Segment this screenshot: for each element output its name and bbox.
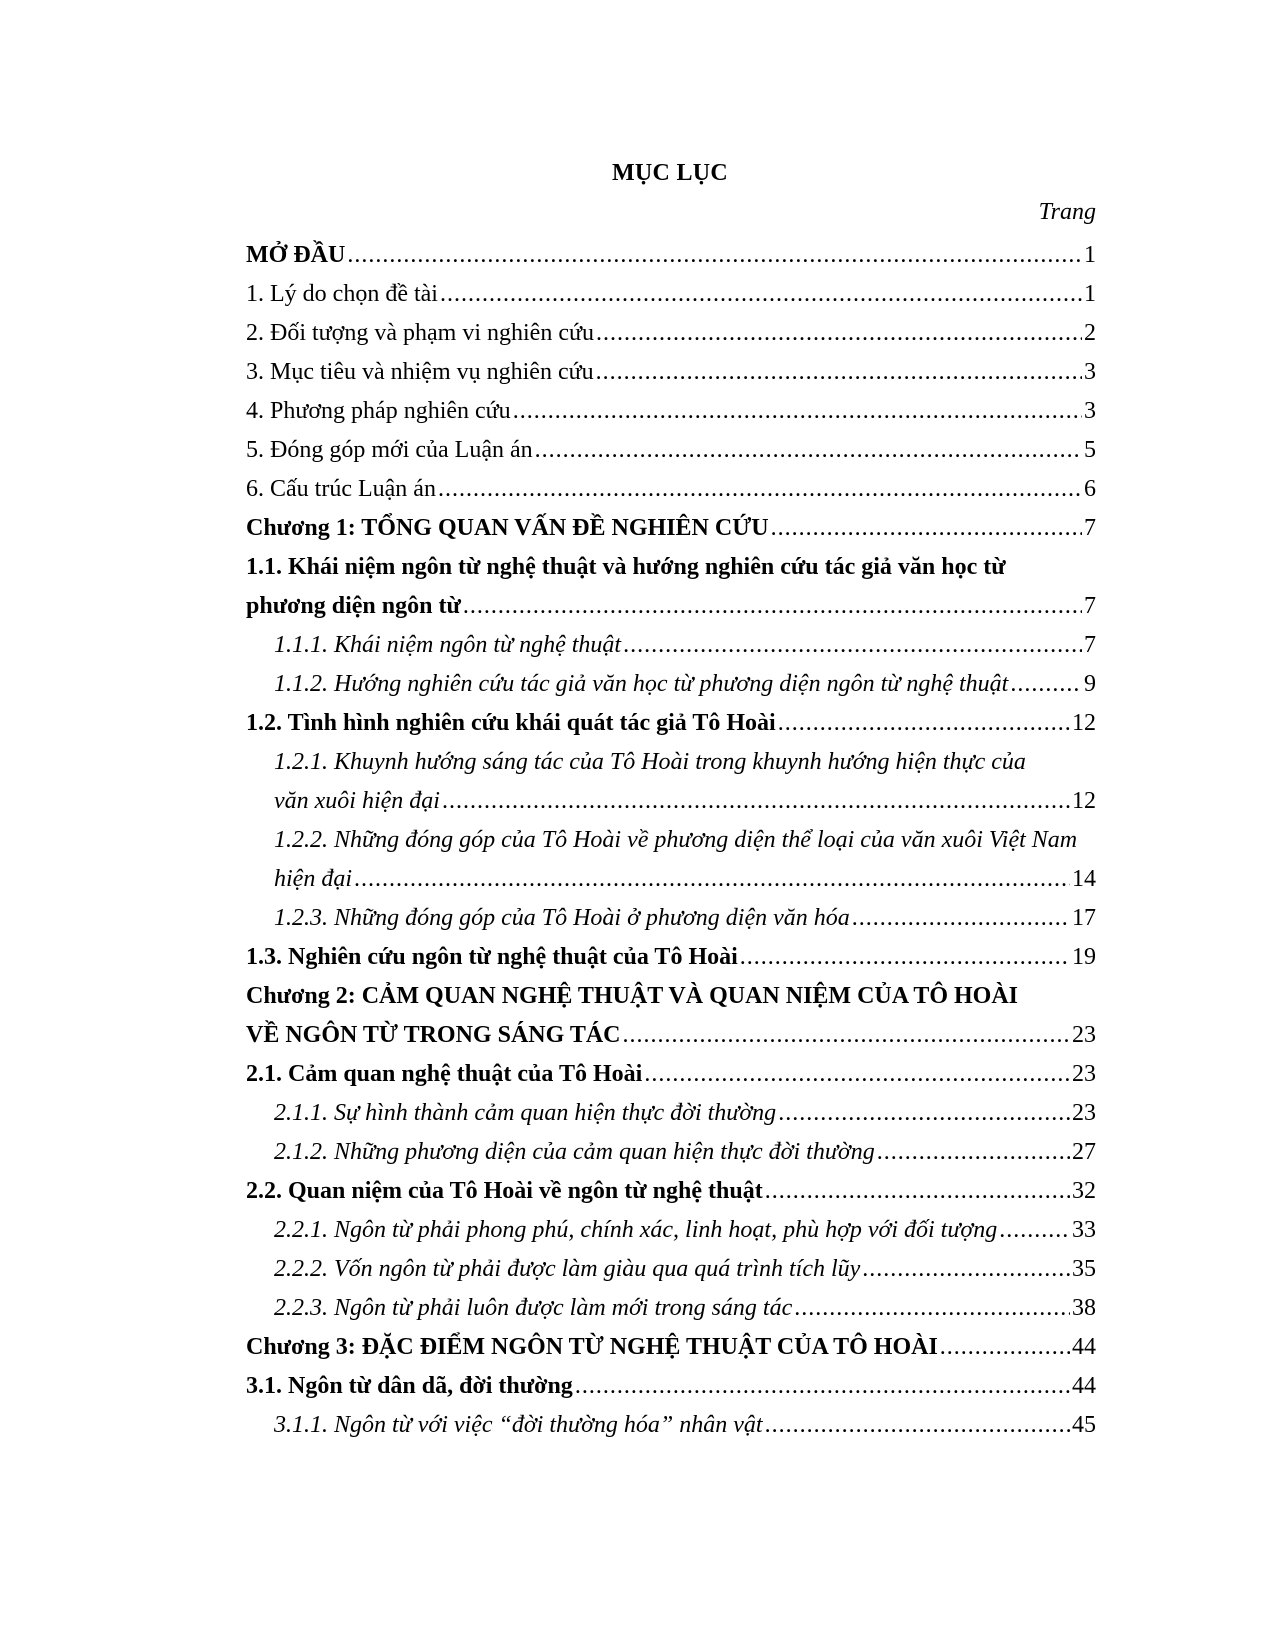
dot-leader: [442, 782, 1070, 821]
dot-leader: [596, 353, 1082, 392]
toc-entry-text: 1.1. Khái niệm ngôn từ nghệ thuật và hướng nghiên cứu tác giả văn học từ: [246, 554, 1006, 580]
toc-entry-text: 2.2.1. Ngôn từ phải phong phú, chính xác, linh hoạt, phù hợp với đối tượng: [274, 1217, 998, 1243]
page-title: MỤC LỤC: [611, 160, 729, 186]
toc-entry: [246, 392, 1096, 431]
toc-entry-text: 2.2.3. Ngôn từ phải luôn được làm mới trong sáng tác: [274, 1295, 793, 1321]
dot-leader: [535, 431, 1082, 470]
toc-page-number: 3: [1084, 359, 1096, 385]
toc-page-number: 45: [1072, 1412, 1096, 1438]
toc-page-number: 23: [1072, 1061, 1096, 1087]
toc-entry: [246, 1133, 1096, 1172]
dot-leader: [877, 1133, 1070, 1172]
toc-page-number: 19: [1072, 944, 1096, 970]
toc-entry: [246, 548, 1096, 626]
dot-leader: [623, 626, 1082, 665]
toc-entry-text: 1.2.3. Những đóng góp của Tô Hoài ở phương diện văn hóa: [274, 905, 850, 931]
dot-leader: [852, 899, 1070, 938]
toc-page-number: 1: [1084, 242, 1096, 268]
dot-leader: [575, 1367, 1070, 1406]
toc-entry-text: 5. Đóng góp mới của Luận án: [246, 437, 533, 463]
toc-entry: [246, 899, 1096, 938]
toc-page-number: 14: [1072, 866, 1096, 892]
toc-entry-text: 1.3. Nghiên cứu ngôn từ nghệ thuật của Tô Hoài: [246, 944, 738, 970]
dot-leader: [513, 392, 1082, 431]
toc-page-number: 1: [1084, 281, 1096, 307]
dot-leader: [778, 1094, 1070, 1133]
toc-entry-text: Chương 1: TỔNG QUAN VẤN ĐỀ NGHIÊN CỨU: [246, 515, 769, 541]
toc-page-number: 17: [1072, 905, 1096, 931]
dot-leader: [794, 1289, 1070, 1328]
toc-entry: [246, 1289, 1096, 1328]
toc-page-number: 44: [1072, 1334, 1096, 1360]
toc-entry-text: 2.2. Quan niệm của Tô Hoài về ngôn từ nghệ thuật: [246, 1178, 763, 1204]
toc-entry-text: 3.1.1. Ngôn từ với việc “đời thường hóa” nhân vật: [274, 1412, 763, 1438]
toc-entry: [246, 938, 1096, 977]
toc-list: [246, 236, 1096, 1445]
toc-page-number: 32: [1072, 1178, 1096, 1204]
toc-entry: [246, 1406, 1096, 1445]
toc-entry-text: 1.1.1. Khái niệm ngôn từ nghệ thuật: [274, 632, 622, 658]
toc-page-number: 23: [1072, 1100, 1096, 1126]
toc-entry-text: hiện đại: [274, 866, 352, 892]
toc-entry-text: 1.1.2. Hướng nghiên cứu tác giả văn học từ phương diện ngôn từ nghệ thuật: [274, 671, 1009, 697]
toc-page-number: 44: [1072, 1373, 1096, 1399]
dot-leader: [463, 587, 1082, 626]
dot-leader: [771, 509, 1082, 548]
dot-leader: [862, 1250, 1070, 1289]
toc-page-number: 12: [1072, 710, 1096, 736]
toc-entry-text: văn xuôi hiện đại: [274, 788, 440, 814]
toc-entry-text: MỞ ĐẦU: [246, 242, 346, 268]
toc-entry-text: Chương 2: CẢM QUAN NGHỆ THUẬT VÀ QUAN NIỆM CỦA TÔ HOÀI: [246, 983, 1018, 1009]
toc-entry: [246, 821, 1096, 899]
toc-entry-text: Chương 3: ĐẶC ĐIỂM NGÔN TỪ NGHỆ THUẬT CỦA TÔ HOÀI: [246, 1334, 938, 1360]
toc-entry-text: 2.2.2. Vốn ngôn từ phải được làm giàu qua quá trình tích lũy: [274, 1256, 861, 1282]
toc-entry: [246, 431, 1096, 470]
dot-leader: [440, 275, 1082, 314]
toc-entry: [246, 1172, 1096, 1211]
toc-entry: [246, 1211, 1096, 1250]
toc-page-number: 2: [1084, 320, 1096, 346]
dot-leader: [940, 1328, 1070, 1367]
toc-entry: [246, 1055, 1096, 1094]
toc-entry-text: 1.2.1. Khuynh hướng sáng tác của Tô Hoài trong khuynh hướng hiện thực của: [274, 749, 1026, 775]
toc-entry: [246, 314, 1096, 353]
dot-leader: [347, 236, 1082, 275]
toc-entry: [246, 977, 1096, 1055]
toc-entry: [246, 1367, 1096, 1406]
toc-entry-text: 1.2.2. Những đóng góp của Tô Hoài về phương diện thể loại của văn xuôi Việt Nam: [274, 827, 1078, 853]
toc-page-number: 6: [1084, 476, 1096, 502]
toc-page-number: 12: [1072, 788, 1096, 814]
dot-leader: [740, 938, 1070, 977]
toc-entry-text: 2.1. Cảm quan nghệ thuật của Tô Hoài: [246, 1061, 643, 1087]
toc-entry: [246, 626, 1096, 665]
toc-entry: [246, 275, 1096, 314]
toc-entry: [246, 236, 1096, 275]
toc-entry: [246, 1250, 1096, 1289]
toc-entry-text: 3. Mục tiêu và nhiệm vụ nghiên cứu: [246, 359, 594, 385]
toc-page-number: 3: [1084, 398, 1096, 424]
toc-page-number: 9: [1084, 671, 1096, 697]
toc-page-number: 5: [1084, 437, 1096, 463]
toc-entry-text: 1.2. Tình hình nghiên cứu khái quát tác giả Tô Hoài: [246, 710, 776, 736]
toc-entry: [246, 704, 1096, 743]
dot-leader: [1010, 665, 1082, 704]
toc-page-number: 23: [1072, 1022, 1096, 1048]
toc-entry-text: phương diện ngôn từ: [246, 593, 461, 619]
toc-entry-text: VỀ NGÔN TỪ TRONG SÁNG TÁC: [246, 1022, 621, 1048]
toc-entry: [246, 470, 1096, 509]
toc-entry: [246, 665, 1096, 704]
toc-page-number: 7: [1084, 515, 1096, 541]
dot-leader: [644, 1055, 1070, 1094]
toc-entry-text: 4. Phương pháp nghiên cứu: [246, 398, 511, 424]
toc-entry: [246, 1094, 1096, 1133]
toc-entry-text: 2.1.1. Sự hình thành cảm quan hiện thực đời thường: [274, 1100, 777, 1126]
dot-leader: [999, 1211, 1070, 1250]
toc-page-number: 27: [1072, 1139, 1096, 1165]
dot-leader: [596, 314, 1082, 353]
toc-page-number: 35: [1072, 1256, 1096, 1282]
toc-page-number: 38: [1072, 1295, 1096, 1321]
toc-entry-text: 3.1. Ngôn từ dân dã, đời thường: [246, 1373, 573, 1399]
toc-page-number: 33: [1072, 1217, 1096, 1243]
toc-entry: [246, 353, 1096, 392]
page-column-label: Trang: [1038, 199, 1096, 225]
toc-entry: [246, 1328, 1096, 1367]
toc-entry-text: 1. Lý do chọn đề tài: [246, 281, 438, 307]
toc-entry-text: 2. Đối tượng và phạm vi nghiên cứu: [246, 320, 594, 346]
dot-leader: [438, 470, 1082, 509]
toc-page-number: 7: [1084, 593, 1096, 619]
toc-entry: [246, 509, 1096, 548]
dot-leader: [354, 860, 1070, 899]
dot-leader: [765, 1172, 1070, 1211]
dot-leader: [765, 1406, 1070, 1445]
toc-page-number: 7: [1084, 632, 1096, 658]
dot-leader: [778, 704, 1070, 743]
dot-leader: [623, 1016, 1070, 1055]
toc-entry-text: 2.1.2. Những phương diện của cảm quan hiện thực đời thường: [274, 1139, 875, 1165]
toc-entry: [246, 743, 1096, 821]
toc-entry-text: 6. Cấu trúc Luận án: [246, 476, 436, 502]
